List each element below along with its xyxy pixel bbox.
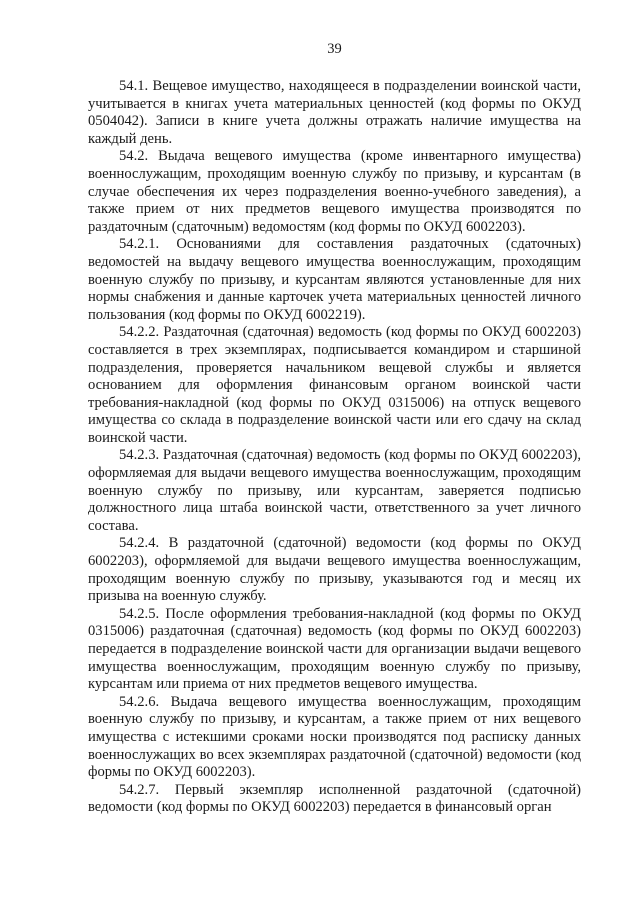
paragraph-54-2: 54.2. Выдача вещевого имущества (кроме инвентарного имущества) военнослужащим, проходящим военную службу по призыву, и курсантам (в случае обеспечения их через подразделения военно-учебного заведения), а также прием от них предметов вещевого имущества производятся по раздаточным (сдаточным) ведомостям (код формы по ОКУД 6002203). — [88, 148, 581, 235]
paragraph-54-2-5: 54.2.5. После оформления требования-накладной (код формы по ОКУД 0315006) раздаточная (сдаточная) ведомость (код формы по ОКУД 6002203) передается в подразделение воинской части для организации выдачи вещевого имущества военнослужащим, проходящим военную службу по призыву, курсантам или приема от них предметов вещевого имущества. — [88, 605, 581, 693]
paragraph-54-2-7: 54.2.7. Первый экземпляр исполненной раздаточной (сдаточной) ведомости (код формы по ОКУД 6002203) передается в финансовый орган — [88, 781, 581, 816]
page-number: 39 — [327, 41, 342, 57]
paragraph-54-2-1: 54.2.1. Основаниями для составления раздаточных (сдаточных) ведомостей на выдачу вещевого имущества военнослужащим, проходящим военную службу по призыву, и курсантам являются установленные для них нормы снабжения и данные карточек учета материальных ценностей личного пользования (код формы по ОКУД 6002219). — [88, 236, 581, 323]
paragraph-54-1: 54.1. Вещевое имущество, находящееся в подразделении воинской части, учитывается в книгах учета материальных ценностей (код формы по ОКУД 0504042). Записи в книге учета должны отражать наличие имущества на каждый день. — [88, 78, 581, 147]
paragraph-54-2-6: 54.2.6. Выдача вещевого имущества военнослужащим, проходящим военную службу по призыву, и курсантам, а также прием от них вещевого имущества с истекшими сроками носки производятся под расписку данных военнослужащих во всех экземплярах раздаточной (сдаточной) ведомости (код формы по ОКУД 6002203). — [88, 693, 581, 781]
paragraph-54-2-2: 54.2.2. Раздаточная (сдаточная) ведомость (код формы по ОКУД 6002203) составляется в трех экземплярах, подписывается командиром и старшиной подразделения, проверяется начальником вещевой службы и является основанием для оформления финансовым органом воинской части требования-накладной (код формы по ОКУД 0315006) на отпуск вещевого имущества со склада в подразделение воинской части или его сдачу на склад воинской части. — [88, 324, 581, 446]
paragraph-54-2-4: 54.2.4. В раздаточной (сдаточной) ведомости (код формы по ОКУД 6002203), оформляемой для выдачи вещевого имущества военнослужащим, проходящим военную службу по призыву, указываются год и месяц их призыва на военную службу. — [88, 535, 581, 605]
paragraph-54-2-3: 54.2.3. Раздаточная (сдаточная) ведомость (код формы по ОКУД 6002203), оформляемая для выдачи вещевого имущества военнослужащим, проходящим военную службу по призыву, или курсантам, заверяется подписью должностного лица штаба воинской части, ответственного за учет личного состава. — [88, 447, 581, 534]
document-page — [88, 40, 581, 817]
